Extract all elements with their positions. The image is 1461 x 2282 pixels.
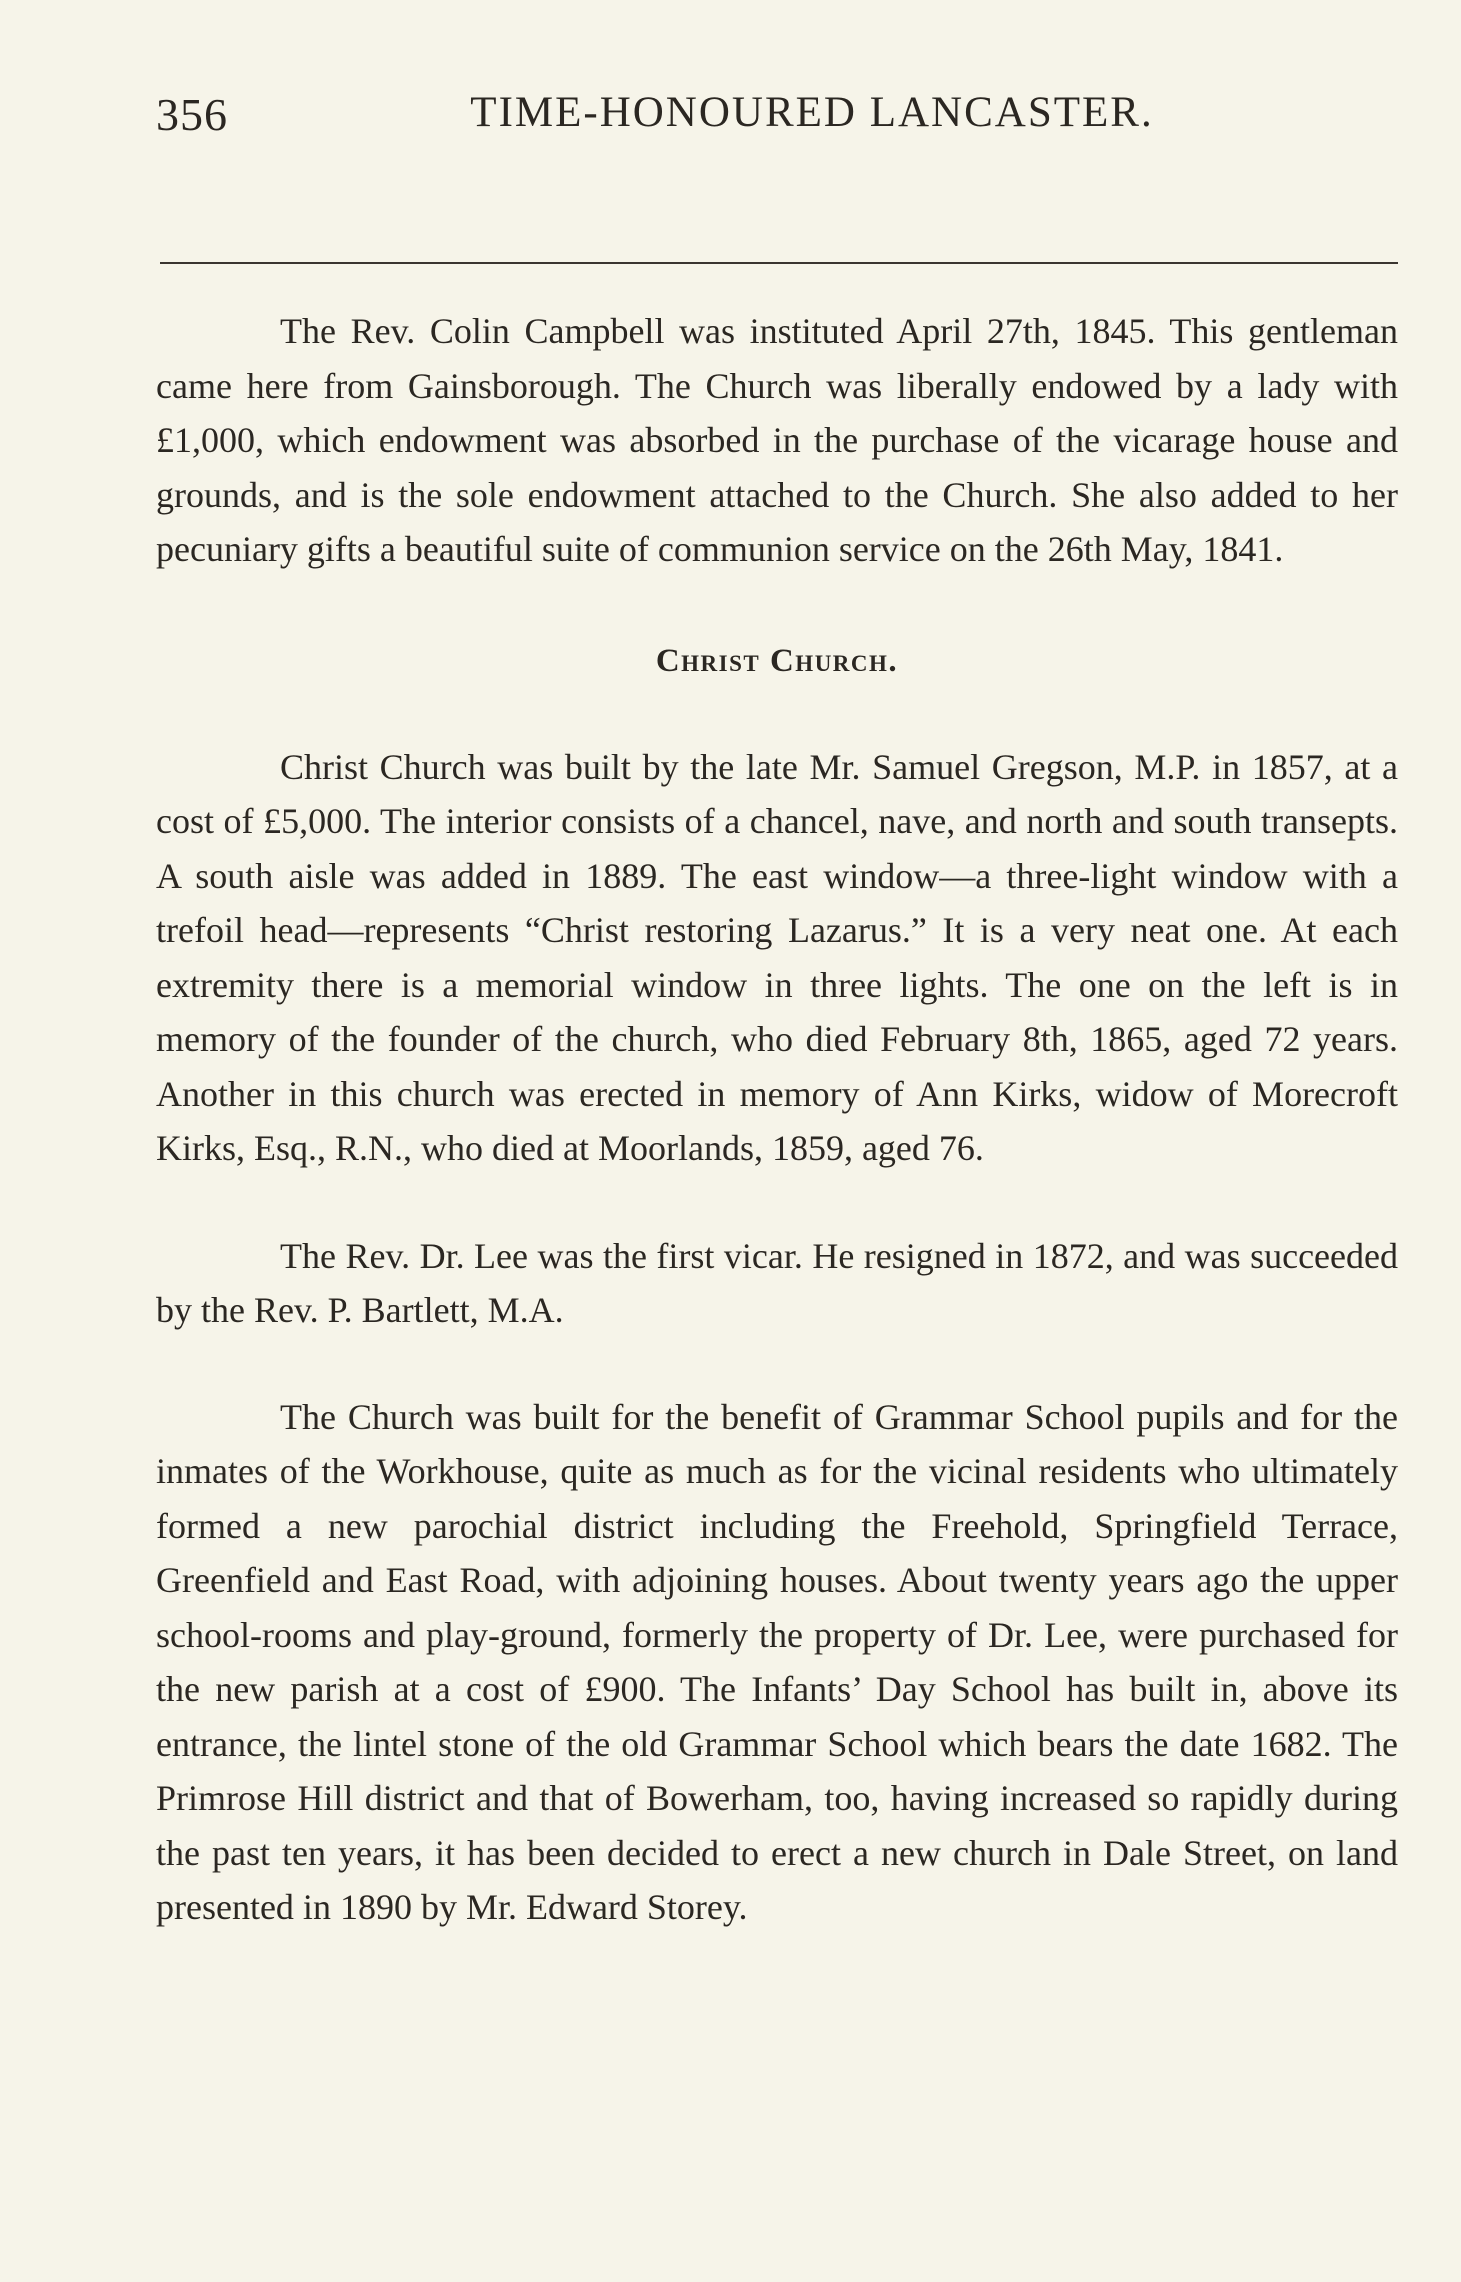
paragraph-grammar-school: The Church was built for the benefit of Grammar School pupils and for the inmates of the Workhouse, quite as much as for the vicinal residents who ultimately formed a new parochial district including the Freehold, Springfield Terrace, Greenfield and East Road, with adjoining houses. About twenty years ago the upper school-rooms and play-ground, formerly the property of Dr. Lee, were purchased for the new parish at a cost of £900. The Infants’ Day School has built in, above its entrance, the lintel stone of the old Grammar School which bears the date 1682. The Primrose Hill district and that of Bowerham, too, having increased so rapidly during the past ten years, it has been decided to erect a new church in Dale Street, on land presented in 1890 by Mr. Edward Storey. <box>156 1396 1398 1927</box>
paragraph-campbell: The Rev. Colin Campbell was instituted April 27th, 1845. This gentleman came here from Gainsborough. The Church was liberally endowed by a lady with £1,000, which endowment was absorbed in the purchase of the vicarage house and grounds, and is the sole endowment attached to the Church. She also added to her pecuniary gifts a beautiful suite of communion service on the 26th May, 1841. <box>156 311 1398 569</box>
body-text <box>156 304 1398 1935</box>
running-title: TIME-HONOURED LANCASTER. <box>470 89 1154 136</box>
book-page <box>156 80 1398 1935</box>
page-number: 356 <box>156 89 228 140</box>
header-rule <box>160 262 1398 264</box>
paragraph-dr-lee: The Rev. Dr. Lee was the first vicar. He resigned in 1872, and was succeeded by the Rev. P. Bartlett, M.A. <box>156 1235 1398 1330</box>
paragraph-christ-church: Christ Church was built by the late Mr. Samuel Gregson, M.P. in 1857, at a cost of £5,000. The interior consists of a chancel, nave, and north and south transepts. A south aisle was added in 1889. The east window—a three-light window with a trefoil head—represents “Christ restoring Lazarus.” It is a very neat one. At each extremity there is a memorial window in three lights. The one on the left is in memory of the founder of the church, who died February 8th, 1865, aged 72 years. Another in this church was erected in memory of Ann Kirks, widow of Morecroft Kirks, Esq., R.N., who died at Moorlands, 1859, aged 76. <box>156 746 1398 1168</box>
section-heading-christ-church: Christ Church. <box>655 642 899 679</box>
running-head <box>156 80 1398 140</box>
